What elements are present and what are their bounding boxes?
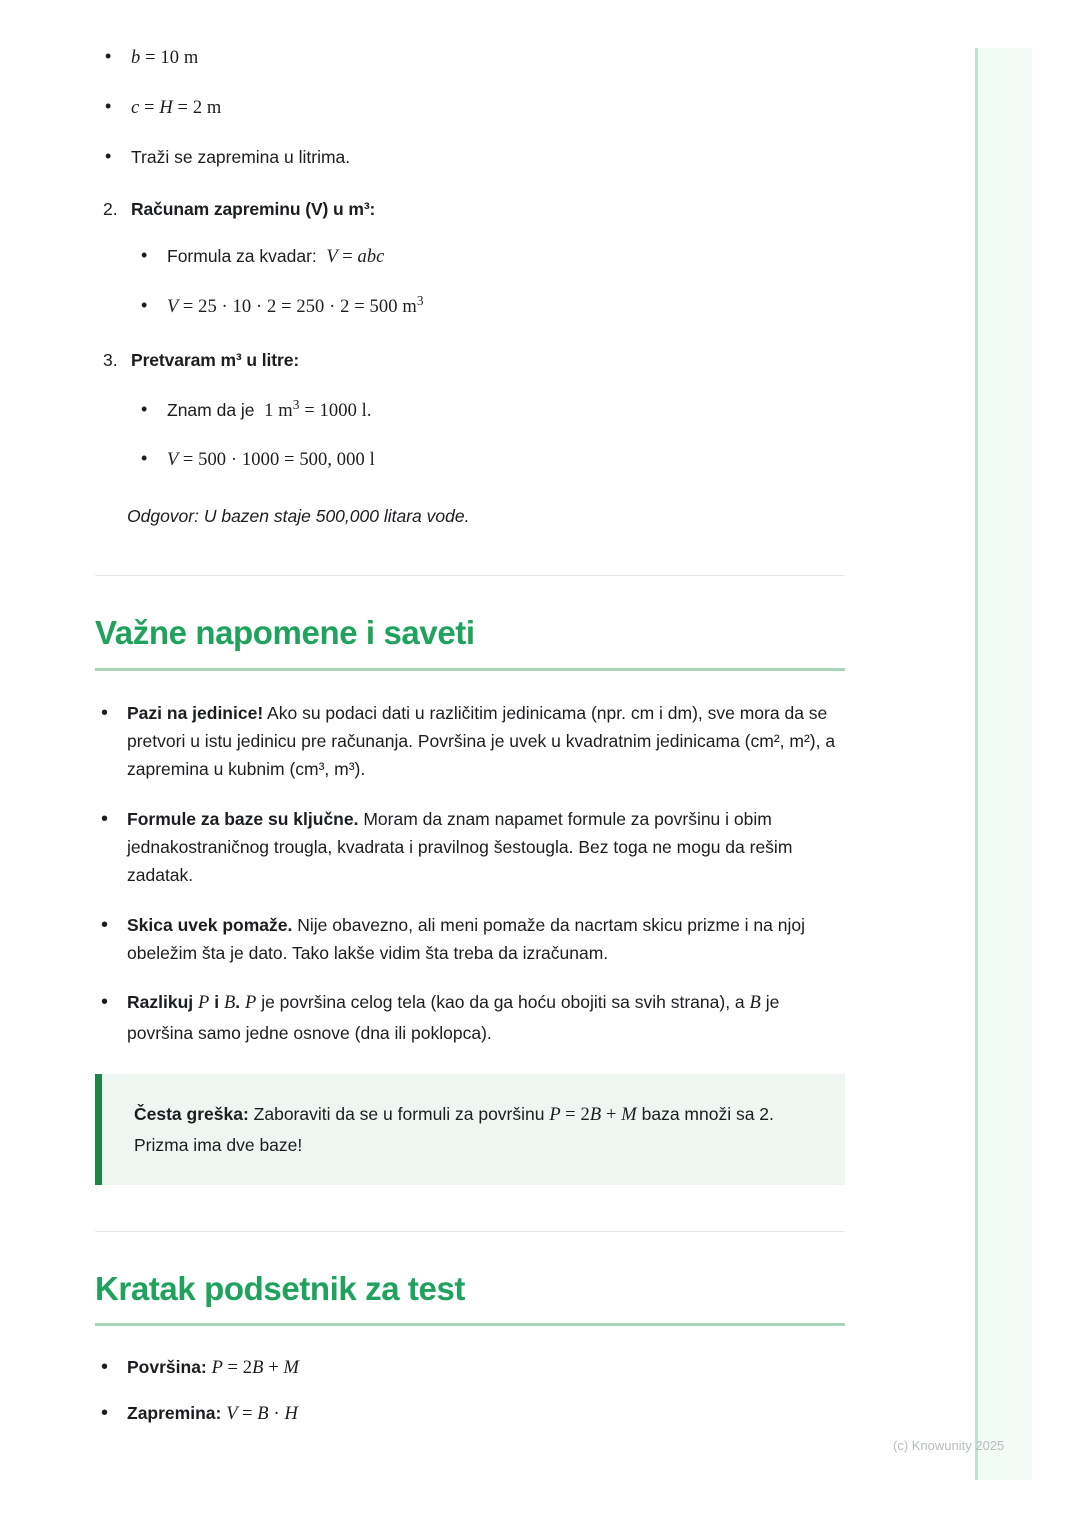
recap-formula: V = B · H xyxy=(226,1403,298,1424)
tip-body-a: je površina celog tela (kao da ga hoću obojiti sa svih strana), a xyxy=(256,992,750,1013)
tip-lead-dot: . xyxy=(235,992,241,1013)
heading-underline xyxy=(95,668,845,671)
list-item xyxy=(131,293,845,322)
bullet-prefix: Znam da je xyxy=(167,399,255,420)
list-item xyxy=(131,446,845,475)
list-item xyxy=(95,94,845,123)
math-expression: V = abc xyxy=(326,246,385,267)
list-item-text: Traži se zapremina u litrima. xyxy=(131,146,351,167)
recap-list xyxy=(95,1354,845,1429)
callout-formula: P = 2B + M xyxy=(549,1104,637,1125)
step-3-bullets xyxy=(131,397,845,476)
recap-label: Zapremina: xyxy=(127,1402,222,1423)
step-2-bullets xyxy=(131,243,845,322)
page-title-notes: Važne napomene i saveti xyxy=(95,614,475,652)
callout-body-after: baza množi sa 2. Prizma ima dve baze! xyxy=(134,1103,774,1155)
section-divider-2 xyxy=(95,1231,845,1232)
step-item-3 xyxy=(95,347,845,475)
math-var-p-2: P xyxy=(245,993,257,1014)
list-item xyxy=(95,44,845,73)
recap-label: Površina: xyxy=(127,1357,207,1378)
tip-lead-mid: i xyxy=(214,992,220,1013)
steps-list xyxy=(95,196,845,475)
tip-body: Moram da znam napamet formule za površinu i obim jednakostraničnog trougla, kvadrata i pravilnog šestougla. Bez toga ne mogu da rešim zadatak. xyxy=(127,808,793,886)
heading-underline xyxy=(95,1323,845,1326)
math-var-p: P xyxy=(198,993,210,1014)
top-fragment-list xyxy=(95,44,845,170)
callout-lead: Česta greška: xyxy=(134,1103,249,1124)
list-item xyxy=(95,144,845,170)
step-number: 2. xyxy=(103,198,118,219)
math-expression: b = 10 m xyxy=(131,48,199,68)
tip-item-formulas xyxy=(95,805,845,890)
tip-lead: Formule za baze su ključne. xyxy=(127,808,359,829)
bullet-prefix: Formula za kvadar: xyxy=(167,245,317,266)
section-divider-1 xyxy=(95,575,845,576)
right-edge-strip xyxy=(975,48,1032,1480)
watermark: (c) Knowunity 2025 xyxy=(893,1438,1005,1453)
tip-lead: Razlikuj xyxy=(127,992,194,1013)
tip-body-b: je površina samo jedne osnove (dna ili poklopca). xyxy=(127,992,780,1044)
math-expression: V = 500 · 1000 = 500, 000 l xyxy=(167,450,375,471)
tip-body: Nije obavezno, ali meni pomaže da nacrtam skicu prizme i na njoj obeležim šta je dato. Tako lakše vidim šta treba da izračunam. xyxy=(127,914,805,963)
tip-body: Ako su podaci dati u različitim jedinicama (npr. cm i dm), sve mora da se pretvori u istu jedinicu pre računanja. Površina je uvek u kvadratnim jedinicama (cm², m²), a zapremina u kubnim (cm³, m³). xyxy=(127,702,836,780)
list-item xyxy=(131,243,845,272)
math-var-b-2: B xyxy=(749,993,761,1014)
callout-body-before: Zaboraviti da se u formuli za površinu xyxy=(248,1103,550,1124)
tips-list xyxy=(95,699,845,1048)
tip-item-sketch xyxy=(95,911,845,968)
step-item-2 xyxy=(95,196,845,322)
tip-item-distinguish xyxy=(95,988,845,1047)
math-expression: c = H = 2 m xyxy=(131,97,222,118)
step-number: 3. xyxy=(103,350,118,371)
page-title-recap: Kratak podsetnik za test xyxy=(95,1269,466,1307)
recap-item-surface xyxy=(95,1354,845,1383)
answer-line: Odgovor: U bazen staje 500,000 litara vode. xyxy=(127,506,470,526)
step-title: Pretvaram m³ u litre: xyxy=(131,350,300,371)
list-item xyxy=(131,397,845,426)
common-mistake-callout xyxy=(95,1074,845,1185)
tip-item-units xyxy=(95,699,845,784)
math-expression: 1 $m^3 = 1000$ l. xyxy=(264,396,372,421)
math-expression: V = 25 · 10 · 2 = 250 · 2 = 500 $m^3$ xyxy=(167,292,424,317)
step-title: Računam zapreminu (V) u m³: xyxy=(131,198,376,219)
math-var-b: B xyxy=(223,993,236,1014)
recap-formula: P = 2B + M xyxy=(211,1358,300,1379)
section-notes xyxy=(95,612,845,1185)
recap-item-volume xyxy=(95,1400,845,1429)
tip-lead: Pazi na jedinice! xyxy=(127,702,264,723)
tip-lead: Skica uvek pomaže. xyxy=(127,914,293,935)
section-recap xyxy=(95,1268,845,1429)
